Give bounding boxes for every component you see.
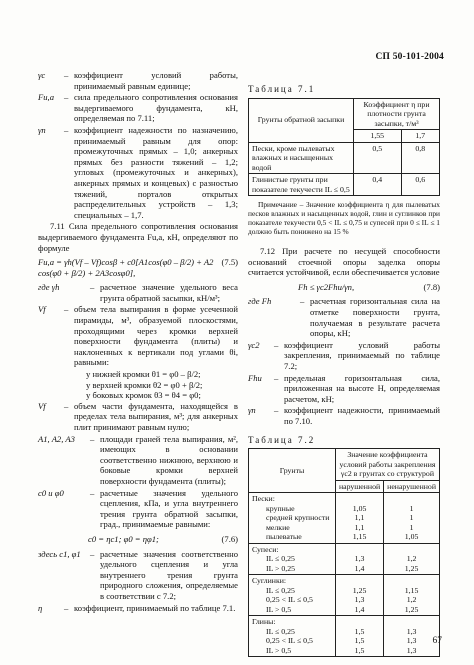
definition-dash: – (64, 304, 69, 315)
definition-item (38, 434, 238, 487)
paragraph-7-11: 7.11 Сила предельного сопротивления основания выдергиваемого фундамента Fu,a, кН, определяют по формуле (38, 221, 238, 253)
definition-symbol: η (38, 602, 43, 613)
value-undisturbed: 1,3 (406, 645, 417, 655)
value-disturbed: 1,5 (354, 626, 365, 636)
value-disturbed: 1,25 (352, 585, 367, 595)
definition-item (248, 340, 440, 372)
soil-group-head: Супеси: (252, 544, 279, 554)
definition-dash: – (90, 487, 95, 498)
definition-text: коэффициент надежности, принимаемый по 7.10. (284, 405, 440, 426)
value-undisturbed: 1,3 (406, 626, 417, 636)
definition-item (38, 70, 238, 91)
formula-7-6-number: (7.6) (221, 533, 238, 544)
table-cell: Пески, кроме пылеватых влажных и насыщенных водой (249, 142, 354, 174)
definition-dash: – (300, 296, 305, 307)
definition-symbol: γc2 (248, 339, 260, 350)
definition-symbol: Vf (38, 304, 46, 315)
definition-item (38, 125, 238, 220)
table-7-2-subheader-1: нарушенной (335, 480, 383, 493)
table-row (249, 142, 440, 174)
table-group-row (249, 616, 440, 657)
definitions-block-1 (38, 70, 238, 220)
definition-text: расчетное значение удельного веса грунта обратной засыпки, кН/м³; (100, 282, 238, 303)
document-header: СП 50-101-2004 (375, 52, 444, 62)
table-7-2-header-soil: Грунты (249, 449, 336, 493)
value-disturbed: 1,05 (352, 503, 367, 513)
table-7-2-subheader-2: ненарушенной (384, 480, 440, 493)
table-group-row (249, 493, 440, 544)
table-cell-undisturbed (384, 543, 440, 575)
angle-list (38, 369, 238, 401)
definition-text: коэффициент, принимаемый по таблице 7.1. (74, 602, 236, 613)
value-disturbed: 1,4 (354, 604, 365, 614)
value-disturbed: 1,3 (354, 554, 365, 564)
definition-text: сила предельного сопротивления основания выдергиваемого фундамента, кН, определяемая по 7.11; (74, 92, 238, 124)
definition-symbol: γc (38, 70, 46, 80)
value-undisturbed: 1 (409, 513, 414, 523)
value-disturbed: 1,1 (354, 522, 365, 532)
definition-symbol: A1, A2, A3 (38, 433, 75, 444)
soil-subtype: мелкие (266, 522, 290, 532)
definition-item (248, 405, 440, 426)
definitions-block-2 (38, 282, 238, 368)
soil-subtype: крупные (266, 503, 295, 513)
definition-dash: – (64, 92, 69, 103)
value-undisturbed: 1,2 (406, 595, 417, 605)
table-7-1-subheader-2: 1,7 (401, 130, 440, 143)
definition-symbol: γn (38, 124, 46, 135)
table-cell-disturbed (335, 616, 383, 657)
definition-dash: – (64, 602, 69, 613)
formula-7-5 (38, 257, 238, 278)
formula-7-8-number: (7.8) (423, 281, 440, 292)
definition-text: расчетные значения удельного сцепления, кПа, и угла внутреннего трения грунта обратной засыпки, град., принимаемые равными: (100, 487, 238, 530)
definition-dash: – (90, 548, 95, 559)
table-row (249, 174, 440, 196)
table-group-row (249, 543, 440, 575)
angle-item: у верхней кромки θ2 = φ0 + β/2; (86, 379, 203, 390)
definition-text: предельная горизонтальная сила, приложенная на высоте H, определяемая расчетом, кН; (284, 372, 440, 404)
definition-dash: – (64, 70, 69, 80)
table-cell-undisturbed (384, 493, 440, 544)
formula-7-8-body: Fh ≤ γc2Fhu/γn, (298, 281, 355, 292)
table-cell-disturbed (335, 575, 383, 616)
formula-7-8 (248, 282, 440, 293)
definition-text: площади граней тела выпирания, м², имеющих в основании соответственно нижнюю, верхнюю и боковые кромки верхней поверхности фундамента (плиты); (100, 433, 238, 486)
soil-subtype: IL > 0,5 (266, 604, 292, 614)
definition-symbol: где Fh (248, 296, 272, 307)
angle-item: у боковых кромок θ3 = θ4 = φ0; (86, 390, 201, 401)
value-disturbed: 1,1 (354, 513, 365, 523)
definition-text: объем тела выпирания в форме усеченной пирамиды, м³, образуемой плоскостями, проходящими через кромки верхней поверхности фундамента (плиты) и наклоненных к вертикали под углами θi, равными: (74, 304, 238, 368)
definition-text: коэффициент надежности по назначению, принимаемый равным для опор: промежуточных прямых – 1,0; анкерных прямых без разности тяжений – 1,2; угловых (промежуточных и анкерных), анкерных прямых и концевых) с разностью тяжений, порталов открытых распределительных устройств – 1,3; специальных – 1,7. (74, 124, 238, 220)
value-disturbed: 1,3 (354, 595, 365, 605)
value-undisturbed: 1 (409, 503, 414, 513)
soil-subtype: IL ≤ 0,25 (266, 554, 295, 564)
definition-text: коэффициент условий работы закрепления, принимаемый по таблице 7.2; (284, 339, 440, 372)
value-disturbed: 1,5 (354, 645, 365, 655)
soil-subtype: 0,25 < IL ≤ 0,5 (266, 595, 313, 605)
table-cell-disturbed (335, 493, 383, 544)
table-7-2 (248, 448, 440, 657)
value-undisturbed: 1 (409, 522, 414, 532)
definition-symbol: γn (248, 405, 256, 416)
value-undisturbed: 1,25 (404, 604, 419, 614)
definition-item (38, 603, 238, 614)
definition-item (38, 304, 238, 368)
definition-item (248, 296, 440, 338)
table-cell-undisturbed (384, 616, 440, 657)
table-cell: 0,6 (401, 174, 440, 196)
table-cell: 0,8 (401, 142, 440, 174)
table-7-1-header-soil: Грунты обратной засыпки (249, 98, 354, 142)
formula-7-6-body: c0 = ηc1; φ0 = ηφ1; (88, 533, 159, 544)
table-cell-undisturbed (384, 575, 440, 616)
table-7-1-note: Примечание – Значение коэффициента η для пылеватых песков влажных и насыщенных водой, глин и суглинков при показателе текучести 0,5 < IL ≤ 0,75 и супесей при 0 ≤ IL ≤ 1 должно быть понижено на 15 % (248, 200, 440, 237)
right-definitions (248, 296, 440, 426)
definition-item (248, 373, 440, 405)
table-cell-soil (249, 493, 336, 544)
table-cell-soil (249, 543, 336, 575)
value-undisturbed: 1,05 (404, 532, 419, 542)
soil-group-head: Глины: (252, 617, 276, 627)
definition-dash: – (64, 400, 69, 411)
definition-text: объем части фундамента, находящейся в пределах тела выпирания, м³; для анкерных плит принимают равным нулю; (74, 400, 238, 432)
definition-item (38, 401, 238, 433)
table-cell: 0,4 (354, 174, 401, 196)
definition-text: расчетная горизонтальная сила на отметке поверхности грунта, получаемая в результате расчета опоры, кН; (310, 296, 440, 339)
definition-symbol: Vf (38, 400, 46, 411)
definition-dash: – (64, 124, 69, 135)
value-disturbed: 1,5 (354, 636, 365, 646)
value-undisturbed: 1,3 (406, 636, 417, 646)
soil-subtype: IL > 0,25 (266, 563, 296, 573)
soil-group-head: Суглинки: (252, 576, 287, 586)
definition-item (38, 488, 238, 530)
right-column (248, 70, 440, 657)
formula-7-6 (38, 534, 238, 545)
table-7-2-title: Таблица 7.2 (248, 434, 316, 445)
definition-dash: – (90, 282, 95, 293)
soil-subtype: IL ≤ 0,25 (266, 585, 295, 595)
definition-dash: – (90, 433, 95, 444)
value-undisturbed: 1,2 (406, 554, 417, 564)
definition-dash: – (274, 405, 279, 416)
definition-dash: – (274, 372, 279, 383)
soil-subtype: средней крупности (266, 513, 330, 523)
definitions-block-3 (38, 401, 238, 530)
definition-item (38, 549, 238, 602)
definition-item (38, 282, 238, 303)
table-7-2-header-coef: Значение коэффициента условий работы закрепления γc2 в грунтах со структурой (335, 449, 439, 481)
table-cell: Глинистые грунты при показателе текучести IL ≤ 0,5 (249, 174, 354, 196)
soil-subtype: IL ≤ 0,25 (266, 626, 295, 636)
table-7-1 (248, 98, 440, 197)
definitions-block-4 (38, 549, 238, 614)
definition-dash: – (274, 339, 279, 350)
definition-symbol: здесь c1, φ1 (38, 548, 81, 559)
table-7-1-title: Таблица 7.1 (248, 84, 316, 94)
table-cell-soil (249, 616, 336, 657)
table-7-1-header-coef: Коэффициент η при плотности грунта засыпки, т/м³ (354, 98, 440, 130)
value-disturbed: 1,4 (354, 563, 365, 573)
definition-symbol: Fu,a (38, 92, 54, 103)
soil-subtype: 0,25 < IL ≤ 0,5 (266, 636, 313, 646)
definition-text: расчетные значения соответственно удельного сцепления и угла внутреннего трения грунта природного сложения, определяемые в соответствии с 7.2; (100, 548, 238, 601)
value-undisturbed: 1,25 (404, 563, 419, 573)
table-group-row (249, 575, 440, 616)
table-cell-soil (249, 575, 336, 616)
soil-subtype: IL > 0,5 (266, 645, 292, 655)
definition-text: коэффициент условий работы, принимаемый равным единице; (74, 70, 238, 91)
table-cell: 0,5 (354, 142, 401, 174)
definition-symbol: где γh (38, 282, 60, 293)
soil-subtype: пылеватые (266, 532, 302, 542)
paragraph-7-12: 7.12 При расчете по несущей способности оснований стоечной опоры заделка опоры считается устойчивой, если обеспечивается условие (248, 246, 440, 278)
formula-7-5-number: (7.5) (221, 257, 238, 268)
angle-item: у нижней кромки θ1 = φ0 – β/2; (86, 369, 201, 380)
formula-7-5-body: Fu,a = γh(Vf – Vf)cosβ + c0[A1cos(φ0 – β/2) + A2 cos(φ0 + β/2) + 2A3cosφ0], (38, 257, 214, 278)
value-undisturbed: 1,15 (404, 585, 419, 595)
table-7-1-subheader-1: 1,55 (354, 130, 401, 143)
page-number: 67 (432, 636, 442, 646)
soil-group-head: Пески: (252, 494, 275, 504)
table-cell-disturbed (335, 543, 383, 575)
left-column (38, 70, 238, 614)
definition-item (38, 92, 238, 124)
definition-symbol: c0 и φ0 (38, 487, 64, 498)
value-disturbed: 1,15 (352, 532, 367, 542)
definition-symbol: Fhu (248, 372, 262, 383)
